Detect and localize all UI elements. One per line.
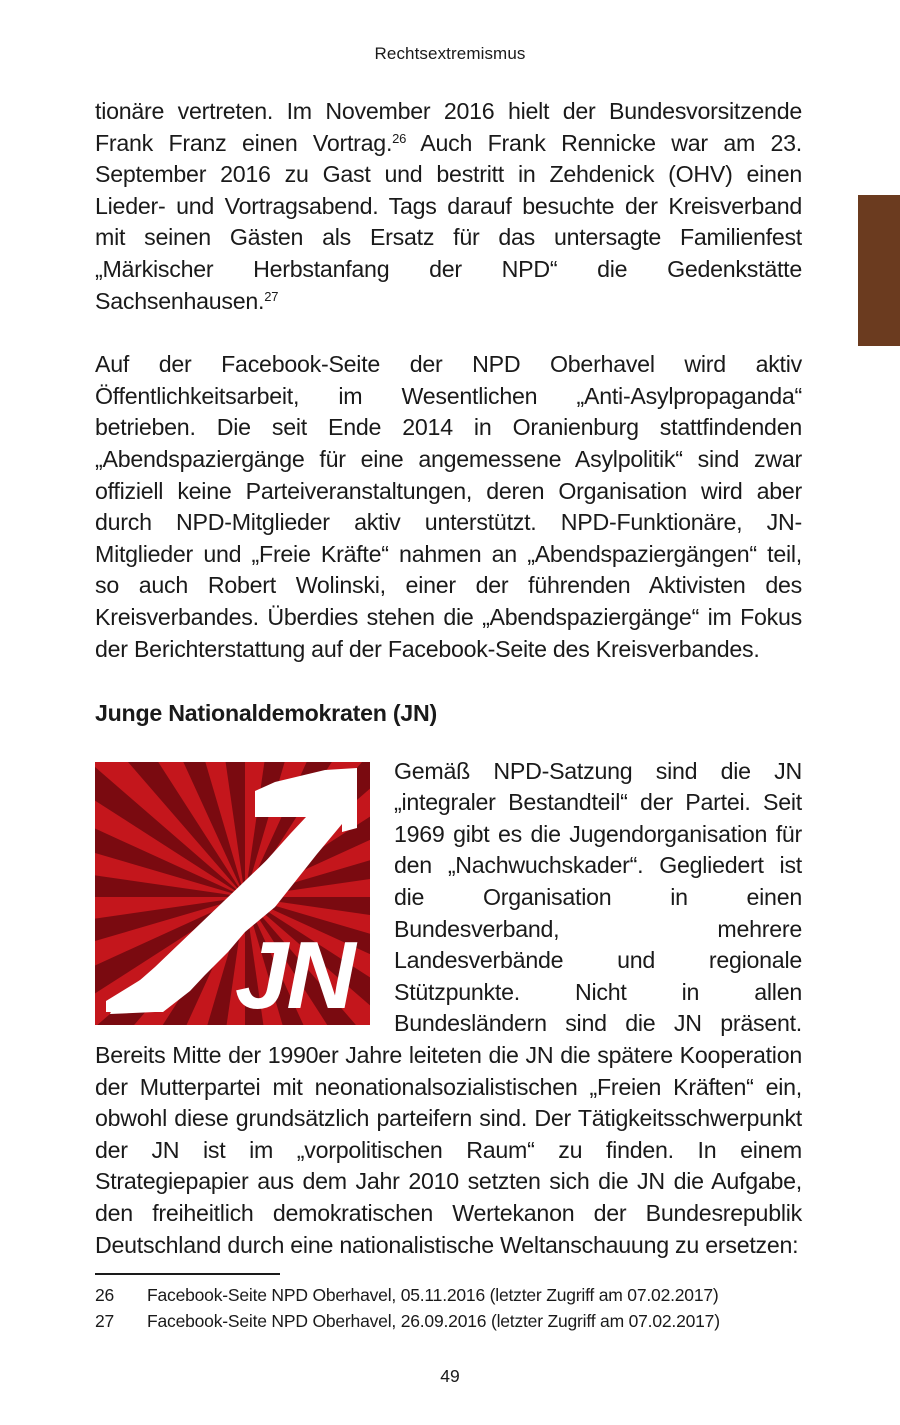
footnote-separator bbox=[95, 1273, 280, 1275]
jn-logo bbox=[95, 762, 370, 1025]
paragraph-npd-events bbox=[95, 96, 802, 317]
jn-section-body bbox=[95, 756, 802, 1262]
main-content bbox=[95, 96, 802, 1261]
footnote-number: 27 bbox=[95, 1311, 115, 1331]
paragraph-text: Auch Frank Rennicke war am 23. September 2016 zu Gast und bestritt in Zehdenick (OHV) einen Lieder- und Vortragsabend. Tags darauf besuchte der Kreisverband mit seinen Gästen als Ersatz für das untersagte Familienfest „Märkischer Herbstanfang der NPD“ die Gedenkstätte Sachsenhausen. bbox=[95, 129, 802, 314]
logo-text: JN bbox=[235, 921, 354, 1025]
footnote-26 bbox=[95, 1282, 815, 1308]
footnotes bbox=[95, 1282, 815, 1334]
chapter-thumb-tab bbox=[858, 195, 900, 346]
paragraph-jn-description: Gemäß NPD-Satzung sind die JN „integraler Bestandteil“ der Partei. Seit 1969 gibt es die Jugendorganisation für den „Nachwuchskader“. Gegliedert ist die Organisation in einen Bundesverband, mehrere Landesverbände und regionale Stützpunkte. Nicht in allen Bundesländern sind die JN präsent. Bereits Mitte der 1990er Jahre leiteten die JN die spätere Kooperation der Mutterpartei mit neonationalsozialistischen „Freien Kräften“ ein, obwohl diese grundsätzlich parteifern sind. Der Tätigkeitsschwerpunkt der JN ist im „vorpolitischen Raum“ zu finden. In einem Strategiepapier aus dem Jahr 2010 setzten sich die JN die Aufgabe, den freiheitlich demokratischen Wertekanon der Bundesrepublik Deutschland durch eine nationalistische Weltanschauung zu ersetzen: bbox=[95, 757, 802, 1258]
footnote-text: Facebook-Seite NPD Oberhavel, 05.11.2016 (letzter Zugriff am 07.02.2017) bbox=[147, 1285, 719, 1305]
paragraph-text: tionäre vertreten. Im November 2016 hielt der Bundesvorsitzende Frank Franz einen Vortrag. bbox=[95, 98, 802, 156]
footnote-ref-26[interactable]: 26 bbox=[392, 130, 407, 146]
section-heading-jn: Junge Nationaldemokraten (JN) bbox=[95, 700, 437, 727]
footnote-27 bbox=[95, 1308, 815, 1334]
footnote-ref-27[interactable]: 27 bbox=[264, 288, 279, 304]
paragraph-facebook-activity: Auf der Facebook-Seite der NPD Oberhavel wird aktiv Öffentlichkeitsarbeit, im Wesentlichen „Anti-Asylpropaganda“ betrieben. Die seit Ende 2014 in Oranienburg stattfindenden „Abendspaziergänge für eine angemessene Asylpolitik“ sind zwar offiziell keine Parteiveranstaltungen, deren Organisation wird aber durch NPD-Mitglieder aktiv unterstützt. NPD-Funktionäre, JN-Mitglieder und „Freie Kräfte“ nahmen an „Abendspaziergängen“ teil, so auch Robert Wolinski, einer der führenden Aktivisten des Kreisverbandes. Überdies stehen die „Abendspaziergänge“ im Fokus der Berichterstattung auf der Facebook-Seite des Kreisverbandes. bbox=[95, 351, 802, 662]
footnote-number: 26 bbox=[95, 1285, 115, 1305]
footnote-text: Facebook-Seite NPD Oberhavel, 26.09.2016 (letzter Zugriff am 07.02.2017) bbox=[147, 1311, 720, 1331]
page-number: 49 bbox=[440, 1366, 460, 1386]
running-head: Rechtsextremismus bbox=[374, 44, 526, 63]
